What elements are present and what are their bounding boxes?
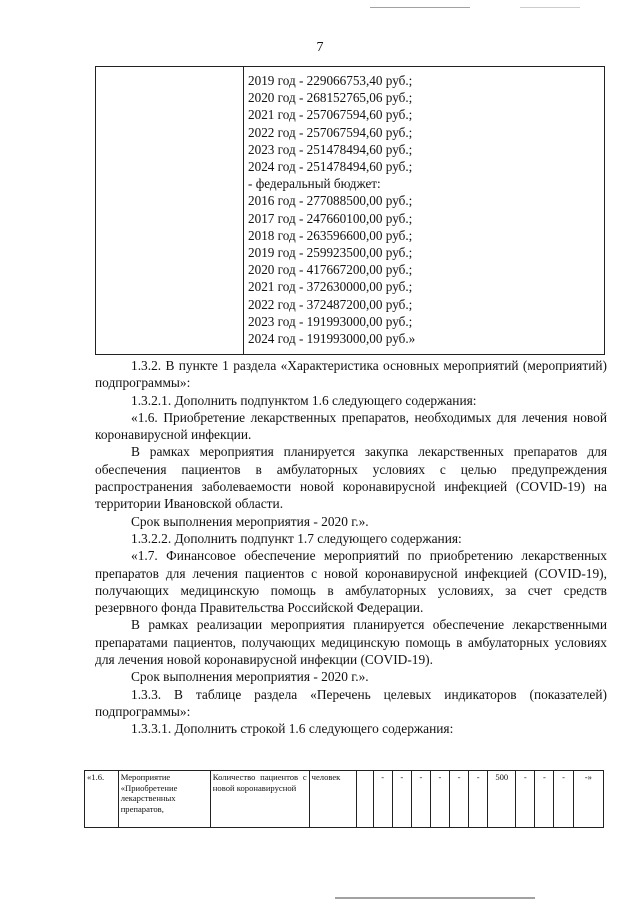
funding-line: 2016 год - 277088500,00 руб.;	[248, 193, 413, 209]
value-cell: -	[535, 771, 554, 828]
value-cell: -	[411, 771, 430, 828]
funding-line: - федеральный бюджет:	[248, 176, 381, 192]
funding-line: 2018 год - 263596600,00 руб.;	[248, 227, 413, 243]
value-cell: -	[430, 771, 449, 828]
paragraph: В рамках мероприятия планируется закупка лекарственных препаратов для обеспечения пациентов в амбулаторных условиях с целью предупреждения распространения заболеваемости новой коронавирусной инфекцией (COVID-19) на территории Ивановской области.	[95, 444, 607, 512]
paragraph: 1.3.2.2. Дополнить подпункт 1.7 следующего содержания:	[131, 530, 462, 546]
funding-line: 2022 год - 372487200,00 руб.;	[248, 296, 413, 312]
unit-cell: человек	[309, 771, 356, 828]
paragraph: 1.3.3. В таблице раздела «Перечень целевых индикаторов (показателей) подпрограммы»:	[95, 686, 607, 719]
value-cell: -	[516, 771, 535, 828]
paragraph: 1.3.2.1. Дополнить подпунктом 1.6 следующего содержания:	[131, 392, 477, 408]
value-cell: -	[469, 771, 488, 828]
funding-table	[95, 66, 605, 355]
paragraph: «1.6. Приобретение лекарственных препаратов, необходимых для лечения новой коронавирусной инфекции.	[95, 409, 607, 443]
table-row	[85, 771, 604, 828]
page-number: 7	[316, 40, 324, 55]
value-cell: -	[392, 771, 411, 828]
funding-line: 2023 год - 251478494,60 руб.;	[248, 141, 413, 157]
value-cell: -	[373, 771, 392, 828]
scan-artifact-bottom	[335, 897, 535, 899]
funding-line: 2021 год - 372630000,00 руб.;	[248, 279, 413, 295]
paragraph: «1.7. Финансовое обеспечение мероприятий по приобретению лекарственных препаратов для лечения пациентов с новой коронавирусной инфекцией (COVID-19), получающих медицинскую помощь в амбулаторных условиях, за счет средств резервного фонда Правительства Российской Федерации.	[95, 548, 607, 616]
funding-line: 2020 год - 268152765,06 руб.;	[248, 90, 413, 106]
funding-table-values-cell	[244, 67, 605, 355]
paragraph: 1.3.3.1. Дополнить строкой 1.6 следующего содержания:	[131, 721, 454, 737]
value-cell	[356, 771, 373, 828]
funding-line: 2024 год - 191993000,00 руб.»	[248, 331, 416, 347]
funding-table-label-cell	[96, 67, 244, 355]
funding-line: 2017 год - 247660100,00 руб.;	[248, 210, 413, 226]
indicator-name: Количество пациентов с новой коронавирусной	[210, 771, 309, 828]
value-cell: 500	[488, 771, 516, 828]
event-name: Мероприятие «Приобретение лекарственных препаратов,	[118, 771, 210, 828]
value-cell: -	[554, 771, 573, 828]
paragraph: Срок выполнения мероприятия - 2020 г.».	[131, 513, 369, 529]
funding-line: 2023 год - 191993000,00 руб.;	[248, 313, 413, 329]
closing-cell: -»	[573, 771, 603, 828]
funding-line: 2020 год - 417667200,00 руб.;	[248, 262, 413, 278]
value-cell: -	[450, 771, 469, 828]
funding-line: 2022 год - 257067594,60 руб.;	[248, 124, 413, 140]
paragraph: Срок выполнения мероприятия - 2020 г.».	[131, 669, 369, 685]
funding-line: 2019 год - 259923500,00 руб.;	[248, 245, 413, 261]
body-text	[95, 357, 607, 738]
indicator-table	[84, 770, 604, 828]
row-number: «1.6.	[85, 771, 119, 828]
funding-line: 2021 год - 257067594,60 руб.;	[248, 107, 413, 123]
scan-artifact-top	[370, 7, 470, 8]
paragraph: 1.3.2. В пункте 1 раздела «Характеристика основных мероприятий (мероприятий) подпрограммы»:	[95, 358, 607, 391]
funding-line: 2019 год - 229066753,40 руб.;	[248, 73, 413, 88]
funding-line: 2024 год - 251478494,60 руб.;	[248, 159, 413, 175]
paragraph: В рамках реализации мероприятия планируется обеспечение лекарственными препаратами пациентов, получающих медицинскую помощь в амбулаторных условиях для лечения новой коронавирусной инфекции (COVID-19).	[95, 617, 607, 668]
funding-lines	[244, 67, 604, 347]
scan-artifact-top-right	[520, 7, 580, 8]
